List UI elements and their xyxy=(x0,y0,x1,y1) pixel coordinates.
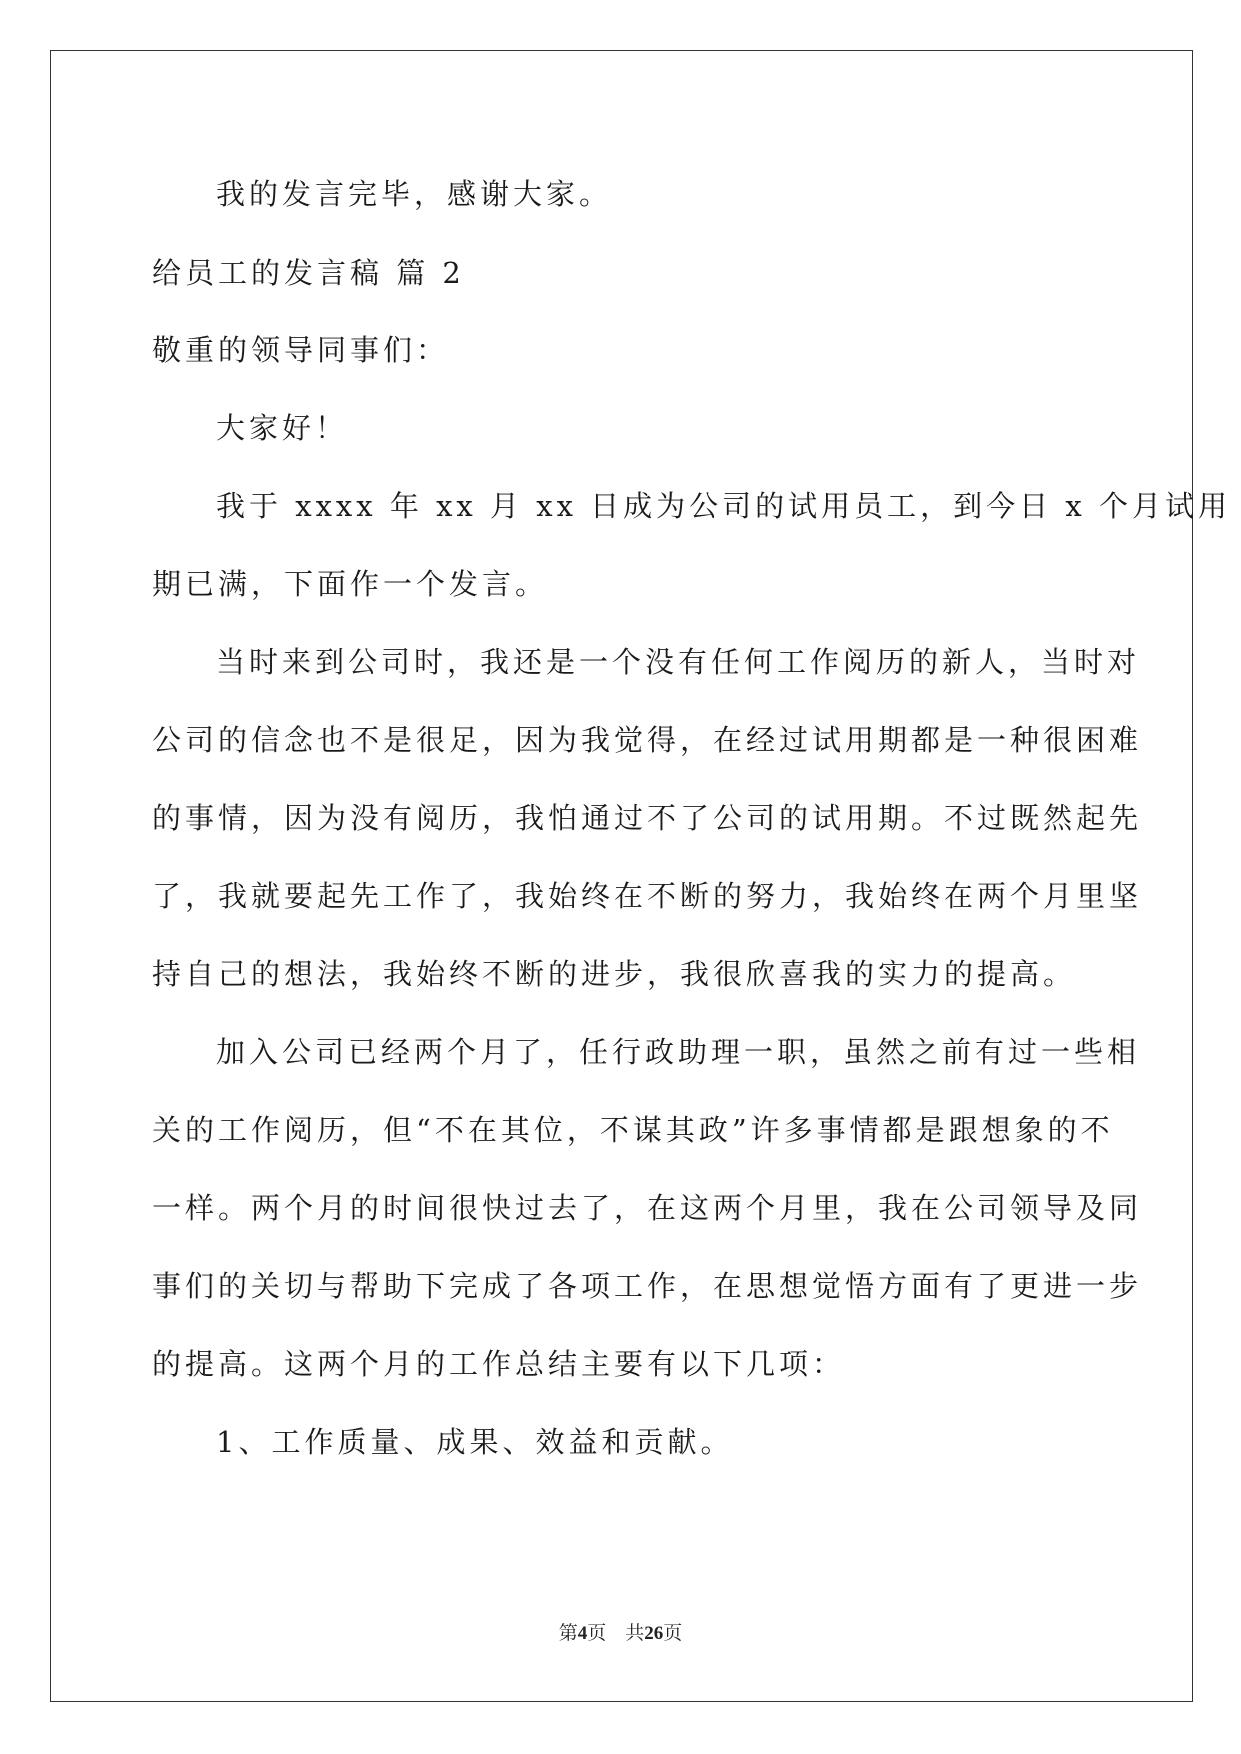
greeting: 大家好！ xyxy=(216,411,349,445)
paragraph-line: 一样。两个月的时间很快过去了，在这两个月里，我在公司领导及同 xyxy=(152,1191,1143,1225)
paragraph-line: 持自己的想法，我始终不断的进步，我很欣喜我的实力的提高。 xyxy=(152,957,1077,991)
closing-line: 我的发言完毕，感谢大家。 xyxy=(216,177,613,211)
paragraph-line: 加入公司已经两个月了，任行政助理一职，虽然之前有过一些相 xyxy=(216,1035,1141,1069)
list-item: 1、工作质量、成果、效益和贡献。 xyxy=(216,1425,734,1459)
paragraph-line: 的提高。这两个月的工作总结主要有以下几项： xyxy=(152,1347,846,1381)
footer-suffix: 页 xyxy=(663,1622,683,1644)
paragraph-line: 的事情，因为没有阅历，我怕通过不了公司的试用期。不过既然起先 xyxy=(152,801,1143,835)
paragraph-line: 公司的信念也不是很足，因为我觉得，在经过试用期都是一种很困难 xyxy=(152,723,1143,757)
footer-prefix: 第 xyxy=(558,1622,578,1644)
salutation: 敬重的领导同事们： xyxy=(152,333,450,367)
page-footer xyxy=(0,1618,1241,1645)
current-page-number: 4 xyxy=(577,1623,588,1644)
paragraph-line: 关的工作阅历，但“不在其位，不谋其政”许多事情都是跟想象的不 xyxy=(152,1113,1114,1147)
total-pages-number: 26 xyxy=(644,1623,664,1644)
footer-mid: 页 共 xyxy=(587,1622,645,1644)
paragraph-line: 了，我就要起先工作了，我始终在不断的努力，我始终在两个月里坚 xyxy=(152,879,1143,913)
paragraph-line: 事们的关切与帮助下完成了各项工作，在思想觉悟方面有了更进一步 xyxy=(152,1269,1143,1303)
paragraph-line: 当时来到公司时，我还是一个没有任何工作阅历的新人，当时对 xyxy=(216,645,1141,679)
paragraph-line: 我于 xxxx 年 xx 月 xx 日成为公司的试用员工，到今日 x 个月试用 xyxy=(216,489,1231,523)
paragraph-line: 期已满，下面作一个发言。 xyxy=(152,567,549,601)
section-heading: 给员工的发言稿 篇 2 xyxy=(152,256,465,290)
